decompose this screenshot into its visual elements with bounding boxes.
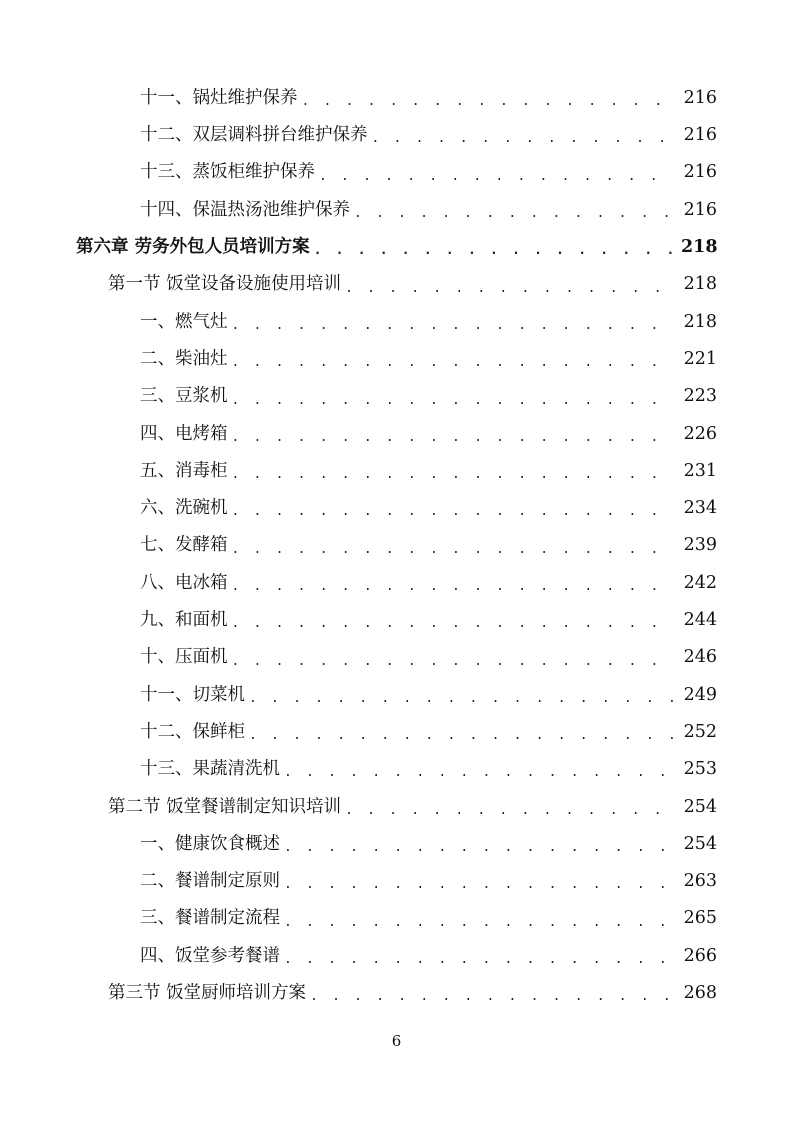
toc-entry-title: 四、电烤箱	[140, 426, 232, 444]
dot-leader	[284, 841, 675, 854]
toc-entry-page: 216	[683, 162, 717, 183]
dot-leader	[284, 766, 675, 779]
toc-entry-page: 253	[683, 759, 717, 780]
toc-entry-title: 一、健康饮食概述	[140, 836, 284, 854]
dot-leader	[232, 655, 676, 668]
toc-entry-title: 第一节 饭堂设备设施使用培训	[108, 276, 345, 294]
toc-entry[interactable]	[0, 901, 793, 938]
table-of-contents	[0, 80, 793, 1012]
dot-leader	[232, 394, 676, 407]
toc-entry-title: 十二、双层调料拼台维护保养	[140, 127, 372, 145]
toc-entry[interactable]	[0, 304, 793, 341]
page-number: 6	[391, 1032, 402, 1050]
toc-entry[interactable]	[0, 602, 793, 639]
toc-entry-page: 218	[683, 274, 717, 295]
toc-entry[interactable]	[0, 639, 793, 676]
toc-entry-title: 三、餐谱制定流程	[140, 910, 284, 928]
dot-leader	[284, 878, 675, 891]
toc-entry[interactable]	[0, 155, 793, 192]
dot-leader	[249, 692, 675, 705]
toc-entry-page: 266	[683, 945, 717, 966]
dot-leader	[232, 580, 676, 593]
toc-entry-title: 第二节 饭堂餐谱制定知识培训	[108, 799, 345, 817]
dot-leader	[232, 505, 676, 518]
toc-entry-title: 十三、蒸饭柜维护保养	[140, 164, 319, 182]
toc-entry-page: 234	[683, 498, 717, 519]
toc-entry-title: 十一、切菜机	[140, 687, 249, 705]
toc-entry-title: 五、消毒柜	[140, 463, 232, 481]
toc-entry-title: 十四、保温热汤池维护保养	[140, 202, 354, 220]
toc-entry[interactable]	[0, 192, 793, 229]
toc-entry[interactable]	[0, 677, 793, 714]
toc-entry-title: 一、燃气灶	[140, 314, 232, 332]
toc-entry-title: 三、豆浆机	[140, 388, 232, 406]
toc-entry[interactable]	[0, 528, 793, 565]
toc-entry[interactable]	[0, 714, 793, 751]
toc-entry[interactable]	[0, 826, 793, 863]
toc-entry-page: 216	[683, 199, 717, 220]
toc-entry-title: 九、和面机	[140, 612, 232, 630]
toc-entry[interactable]	[0, 80, 793, 117]
dot-leader	[249, 729, 675, 742]
toc-entry-page: 268	[683, 983, 717, 1004]
toc-entry[interactable]	[0, 490, 793, 527]
dot-leader	[314, 244, 675, 257]
dot-leader	[302, 95, 676, 108]
dot-leader	[232, 617, 676, 630]
toc-entry-page: 246	[683, 647, 717, 668]
toc-entry-title: 八、电冰箱	[140, 575, 232, 593]
dot-leader	[319, 170, 675, 183]
dot-leader	[345, 282, 675, 295]
toc-entry[interactable]	[0, 416, 793, 453]
dot-leader	[310, 990, 675, 1003]
toc-entry-page: 254	[683, 796, 717, 817]
toc-entry-page: 242	[683, 572, 717, 593]
toc-section-entry[interactable]	[0, 266, 793, 303]
toc-entry-title: 七、发酵箱	[140, 537, 232, 555]
toc-section-entry[interactable]	[0, 975, 793, 1012]
toc-entry-title: 十三、果蔬清洗机	[140, 761, 284, 779]
toc-entry-page: 231	[683, 460, 717, 481]
toc-entry[interactable]	[0, 863, 793, 900]
toc-entry[interactable]	[0, 117, 793, 154]
dot-leader	[232, 431, 676, 444]
toc-entry-title: 第三节 饭堂厨师培训方案	[108, 985, 310, 1003]
toc-entry-page: 226	[683, 423, 717, 444]
toc-entry[interactable]	[0, 751, 793, 788]
toc-entry-page: 223	[683, 386, 717, 407]
dot-leader	[232, 468, 676, 481]
dot-leader	[284, 953, 675, 966]
dot-leader	[232, 543, 676, 556]
toc-entry-page: 239	[683, 535, 717, 556]
dot-leader	[354, 207, 675, 220]
toc-entry-title: 六、洗碗机	[140, 500, 232, 518]
toc-entry-page: 265	[683, 908, 717, 929]
toc-entry-page: 263	[683, 871, 717, 892]
dot-leader	[372, 132, 676, 145]
toc-entry-title: 第六章 劳务外包人员培训方案	[76, 239, 314, 257]
toc-entry[interactable]	[0, 565, 793, 602]
toc-entry[interactable]	[0, 938, 793, 975]
toc-entry[interactable]	[0, 341, 793, 378]
toc-entry-page: 218	[683, 311, 717, 332]
toc-entry-page: 249	[683, 684, 717, 705]
toc-chapter-entry[interactable]	[0, 229, 793, 266]
toc-entry-page: 252	[683, 721, 717, 742]
toc-entry-page: 218	[681, 237, 718, 258]
toc-entry-page: 216	[683, 87, 717, 108]
toc-entry-page: 221	[683, 348, 717, 369]
toc-entry-title: 十、压面机	[140, 649, 232, 667]
toc-entry[interactable]	[0, 378, 793, 415]
toc-entry-title: 二、柴油灶	[140, 351, 232, 369]
toc-entry-title: 十一、锅灶维护保养	[140, 90, 302, 108]
toc-entry-page: 254	[683, 833, 717, 854]
toc-section-entry[interactable]	[0, 789, 793, 826]
dot-leader	[232, 319, 676, 332]
toc-entry-page: 216	[683, 125, 717, 146]
dot-leader	[232, 356, 676, 369]
dot-leader	[284, 916, 675, 929]
toc-entry-title: 二、餐谱制定原则	[140, 873, 284, 891]
toc-entry-page: 244	[683, 610, 717, 631]
toc-entry-title: 四、饭堂参考餐谱	[140, 948, 284, 966]
toc-entry-title: 十二、保鲜柜	[140, 724, 249, 742]
toc-entry[interactable]	[0, 453, 793, 490]
dot-leader	[345, 804, 675, 817]
